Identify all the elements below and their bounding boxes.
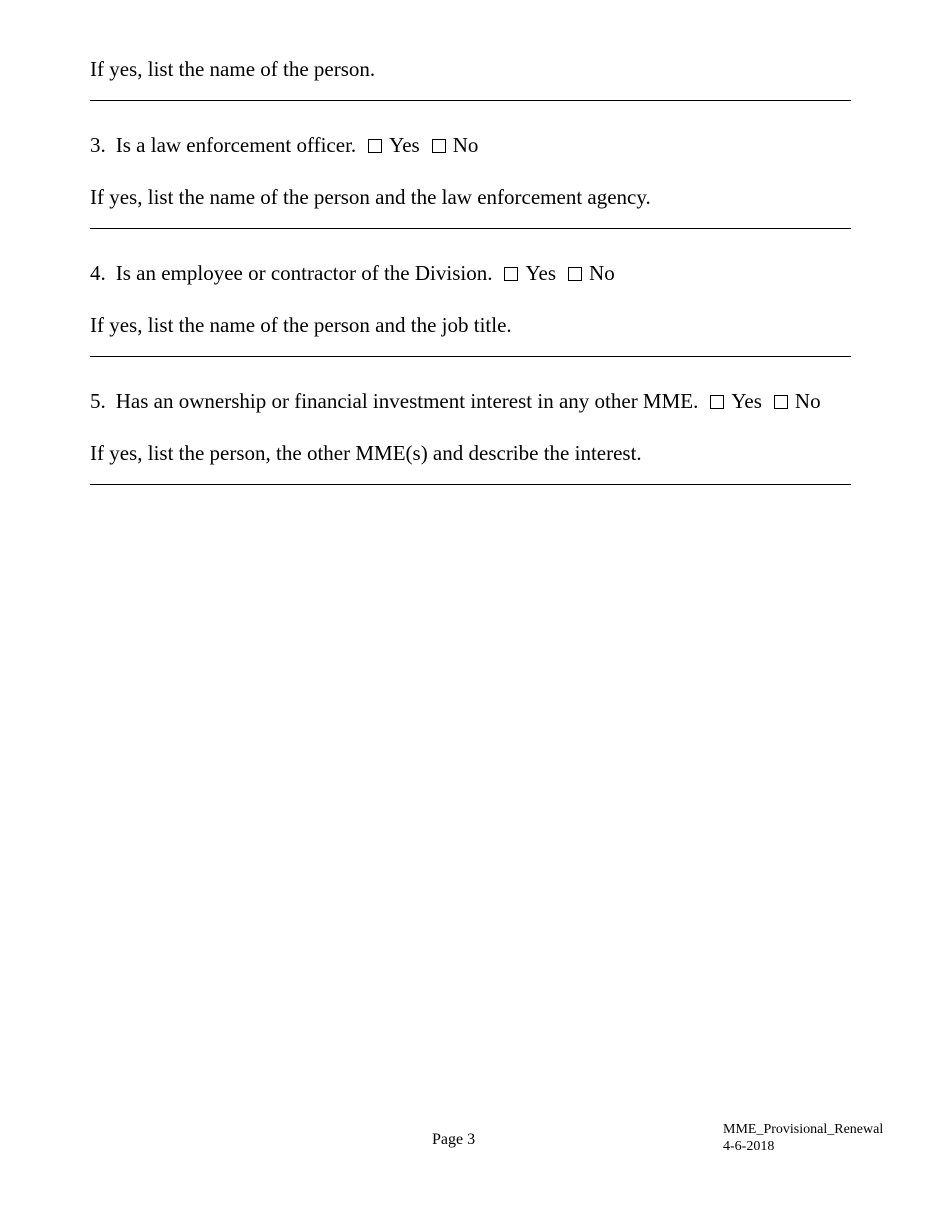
question-4-no-option[interactable] <box>568 261 615 285</box>
prompt-q2-name: If yes, list the name of the person. <box>90 57 376 81</box>
answer-line-q4[interactable] <box>90 356 851 357</box>
question-4-no-checkbox[interactable] <box>568 267 582 281</box>
question-5 <box>90 389 821 413</box>
question-3-text: Is a law enforcement officer. <box>115 133 357 157</box>
question-4-text: Is an employee or contractor of the Division. <box>115 261 493 285</box>
question-5-no-label: No <box>794 389 821 413</box>
prompt-q4-job-title: If yes, list the name of the person and the job title. <box>90 313 512 337</box>
question-5-no-option[interactable] <box>774 389 821 413</box>
question-5-text: Has an ownership or financial investment interest in any other MME. <box>115 389 699 413</box>
question-5-yes-option[interactable] <box>710 389 762 413</box>
answer-line-q2[interactable] <box>90 100 851 101</box>
question-3-yes-checkbox[interactable] <box>368 139 382 153</box>
form-identifier <box>723 1121 883 1155</box>
question-5-number: 5. <box>90 389 106 413</box>
question-4-yes-checkbox[interactable] <box>504 267 518 281</box>
question-3-no-option[interactable] <box>432 133 479 157</box>
question-3 <box>90 133 478 157</box>
form-date: 4-6-2018 <box>723 1139 775 1154</box>
answer-line-q5[interactable] <box>90 484 851 485</box>
question-4-no-label: No <box>589 261 615 285</box>
question-5-no-checkbox[interactable] <box>774 395 788 409</box>
question-5-yes-label: Yes <box>731 389 762 413</box>
page-number: Page 3 <box>432 1131 476 1148</box>
question-4-yes-option[interactable] <box>504 261 556 285</box>
question-5-yes-checkbox[interactable] <box>710 395 724 409</box>
question-4 <box>90 261 615 285</box>
question-3-yes-option[interactable] <box>368 133 420 157</box>
prompt-q3-agency: If yes, list the name of the person and the law enforcement agency. <box>90 185 651 209</box>
question-3-number: 3. <box>90 133 106 157</box>
question-4-number: 4. <box>90 261 106 285</box>
question-3-no-label: No <box>452 133 479 157</box>
prompt-q5-interest: If yes, list the person, the other MME(s) and describe the interest. <box>90 441 642 465</box>
answer-line-q3[interactable] <box>90 228 851 229</box>
form-name: MME_Provisional_Renewal <box>723 1122 884 1137</box>
question-4-yes-label: Yes <box>525 261 557 285</box>
question-3-no-checkbox[interactable] <box>432 139 446 153</box>
question-3-yes-label: Yes <box>389 133 420 157</box>
